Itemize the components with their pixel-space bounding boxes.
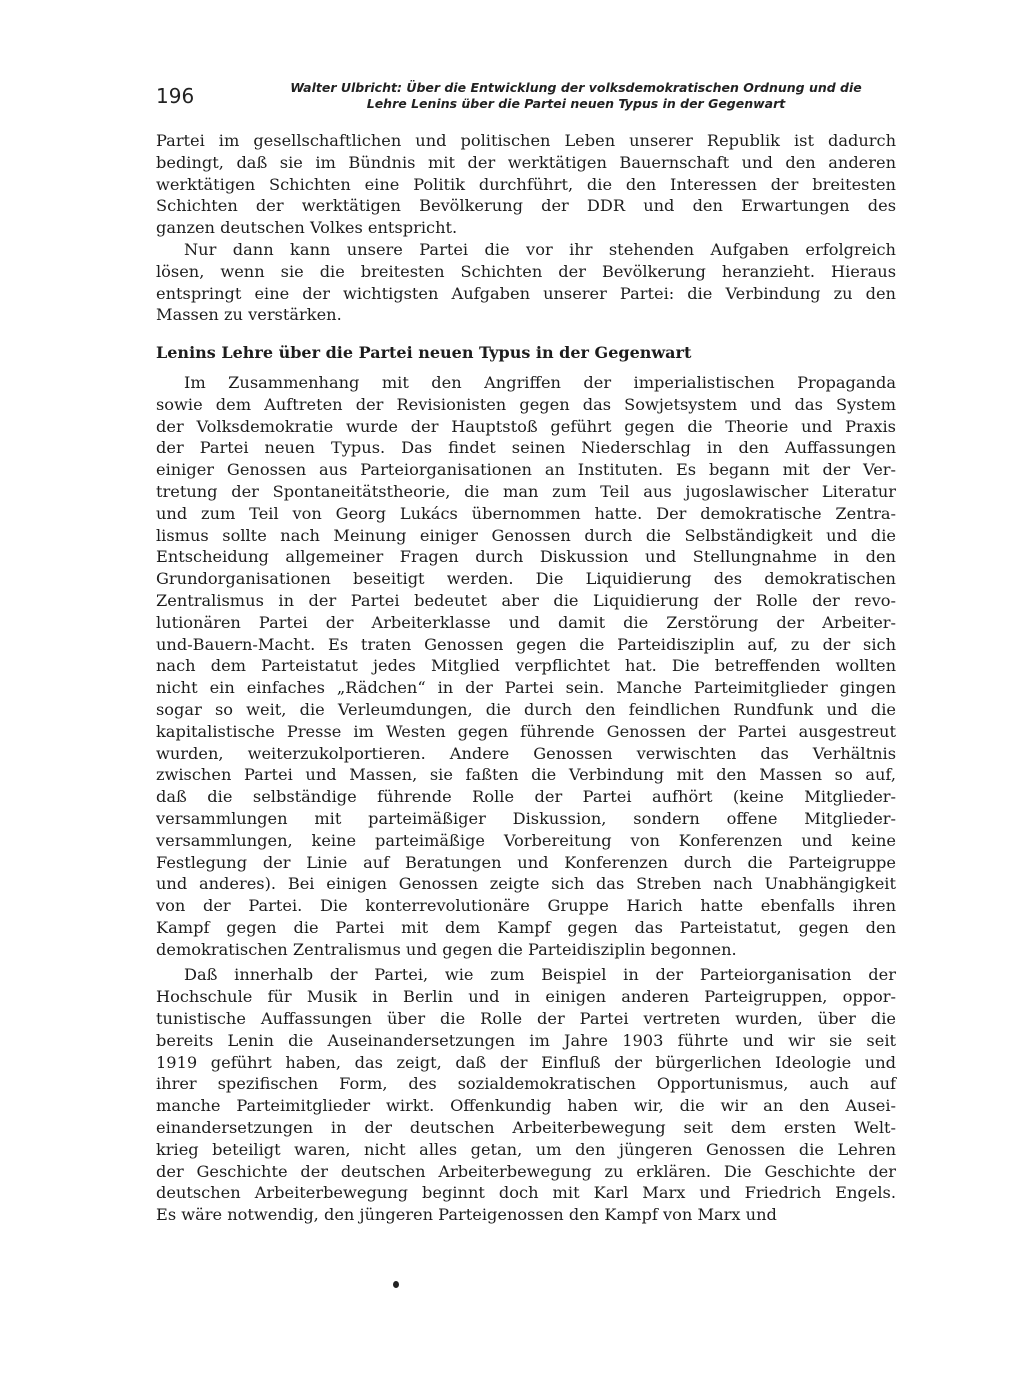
text-line: Grundorganisationen beseitigt werden. Die Liquidierung des demokratischen bbox=[156, 569, 896, 589]
text-line: bedingt, daß sie im Bündnis mit der werktätigen Bauernschaft und den anderen bbox=[156, 152, 896, 172]
text-line: daß die selbständige führende Rolle der Partei aufhört (keine Mitglieder- bbox=[156, 787, 896, 807]
text-line: der Volksdemokratie wurde der Hauptstoß geführt gegen die Theorie und Praxis bbox=[156, 416, 896, 436]
text-line: lösen, wenn sie die breitesten Schichten der Bevölkerung heranzieht. Hieraus bbox=[156, 261, 896, 281]
text-line: Daß innerhalb der Partei, wie zum Beispiel in der Parteiorganisation der bbox=[184, 965, 896, 985]
text-line: lutionären Partei der Arbeiterklasse und damit die Zerstörung der Arbeiter- bbox=[156, 612, 896, 632]
text-line: Partei im gesellschaftlichen und politischen Leben unserer Republik ist dadurch bbox=[156, 131, 896, 150]
text-line: sogar so weit, die Verleumdungen, die durch den feindlichen Rundfunk und die bbox=[156, 699, 896, 719]
text-line: nach dem Parteistatut jedes Mitglied verpflichtet hat. Die betreffenden wollten bbox=[156, 656, 896, 676]
text-line: und anderes). Bei einigen Genossen zeigte sich das Streben nach Unabhängigkeit bbox=[156, 874, 896, 894]
text-line: manche Parteimitglieder wirkt. Offenkundig haben wir, die wir an den Ausei- bbox=[156, 1096, 896, 1116]
text-line: Es wäre notwendig, den jüngeren Parteigenossen den Kampf von Marx und bbox=[156, 1205, 777, 1225]
text-line: versammlungen, keine parteimäßige Vorbereitung von Konferenzen und keine bbox=[156, 830, 896, 850]
text-line: wurden, weiterzukolportieren. Andere Genossen verwischten das Verhältnis bbox=[156, 743, 896, 763]
text-line: nicht ein einfaches „Rädchen“ in der Partei sein. Manche Parteimitglieder gingen bbox=[156, 678, 896, 698]
running-head bbox=[256, 80, 896, 112]
text-line: und-Bauern-Macht. Es traten Genossen gegen die Parteidisziplin auf, zu der sich bbox=[156, 634, 896, 654]
text-line: von der Partei. Die konterrevolutionäre Gruppe Harich hatte ebenfalls ihren bbox=[156, 896, 896, 916]
text-line: ganzen deutschen Volkes entspricht. bbox=[156, 218, 458, 238]
text-line: demokratischen Zentralismus und gegen die Parteidisziplin begonnen. bbox=[156, 939, 737, 959]
text-line: werktätigen Schichten eine Politik durchführt, die den Interessen der breitesten bbox=[156, 174, 896, 194]
text-line: sowie dem Auftreten der Revisionisten gegen das Sowjetsystem und das System bbox=[156, 394, 896, 414]
text-line: 1919 geführt haben, das zeigt, daß der Einfluß der bürgerlichen Ideologie und bbox=[156, 1052, 896, 1072]
text-line: krieg beteiligt waren, nicht alles getan, um den jüngeren Genossen die Lehren bbox=[156, 1139, 896, 1159]
text-line: Nur dann kann unsere Partei die vor ihr stehenden Aufgaben erfolgreich bbox=[184, 239, 896, 259]
text-line: einiger Genossen aus Parteiorganisationen an Instituten. Es begann mit der Ver- bbox=[156, 460, 896, 480]
running-head-line-2: Lehre Lenins über die Partei neuen Typus in der Gegenwart bbox=[366, 96, 786, 111]
text-line: Zentralismus in der Partei bedeutet aber die Liquidierung der Rolle der revo- bbox=[156, 590, 896, 610]
text-line: Festlegung der Linie auf Beratungen und Konferenzen durch die Parteigruppe bbox=[156, 852, 896, 872]
paragraph-2 bbox=[156, 239, 896, 326]
page-number: 196 bbox=[156, 84, 195, 108]
text-line: Im Zusammenhang mit den Angriffen der imperialistischen Propaganda bbox=[184, 372, 896, 392]
text-line: kapitalistische Presse im Westen gegen führende Genossen der Partei ausgestreut bbox=[156, 721, 896, 741]
text-line: der Partei neuen Typus. Das findet seinen Niederschlag in den Auffassungen bbox=[156, 438, 896, 458]
text-line: zwischen Partei und Massen, sie faßten die Verbindung mit den Massen so auf, bbox=[156, 765, 896, 785]
text-line: entspringt eine der wichtigsten Aufgaben unserer Partei: die Verbindung zu den bbox=[156, 283, 896, 303]
text-line: einandersetzungen in der deutschen Arbeiterbewegung seit dem ersten Welt- bbox=[156, 1118, 896, 1138]
text-line: Massen zu verstärken. bbox=[156, 305, 342, 325]
text-line: deutschen Arbeiterbewegung beginnt doch mit Karl Marx und Friedrich Engels. bbox=[156, 1183, 896, 1203]
text-line: und zum Teil von Georg Lukács übernommen hatte. Der demokratische Zentra- bbox=[156, 503, 896, 523]
text-line: Entscheidung allgemeiner Fragen durch Diskussion und Stellungnahme in den bbox=[156, 547, 896, 567]
text-line: Kampf gegen die Partei mit dem Kampf gegen das Parteistatut, gegen den bbox=[156, 917, 896, 937]
body-text bbox=[156, 130, 896, 1226]
text-line: bereits Lenin die Auseinandersetzungen im Jahre 1903 führte und wir sie seit bbox=[156, 1030, 896, 1050]
text-line: Hochschule für Musik in Berlin und in einigen anderen Parteigruppen, oppor- bbox=[156, 987, 896, 1007]
text-line: lismus sollte nach Meinung einiger Genossen durch die Selbständigkeit und die bbox=[156, 525, 896, 545]
text-line: Schichten der werktätigen Bevölkerung der DDR und den Erwartungen des bbox=[156, 196, 896, 216]
text-line: versammlungen mit parteimäßiger Diskussion, sondern offene Mitglieder- bbox=[156, 808, 896, 828]
paragraph-1 bbox=[156, 130, 896, 239]
section-heading: Lenins Lehre über die Partei neuen Typus in der Gegenwart bbox=[156, 343, 692, 363]
ink-speck bbox=[393, 1281, 399, 1288]
page-header bbox=[156, 80, 896, 114]
text-line: tretung der Spontaneitätstheorie, die man zum Teil aus jugoslawischer Literatur bbox=[156, 481, 896, 501]
text-line: der Geschichte der deutschen Arbeiterbewegung zu erklären. Die Geschichte der bbox=[156, 1161, 896, 1181]
paragraph-4 bbox=[156, 964, 896, 1226]
paragraph-3 bbox=[156, 372, 896, 961]
text-line: tunistische Auffassungen über die Rolle der Partei vertreten wurden, über die bbox=[156, 1009, 896, 1029]
text-line: ihrer spezifischen Form, des sozialdemokratischen Opportunismus, auch auf bbox=[156, 1074, 896, 1094]
running-head-line-1: Walter Ulbricht: Über die Entwicklung der volksdemokratischen Ordnung und die bbox=[290, 80, 862, 95]
